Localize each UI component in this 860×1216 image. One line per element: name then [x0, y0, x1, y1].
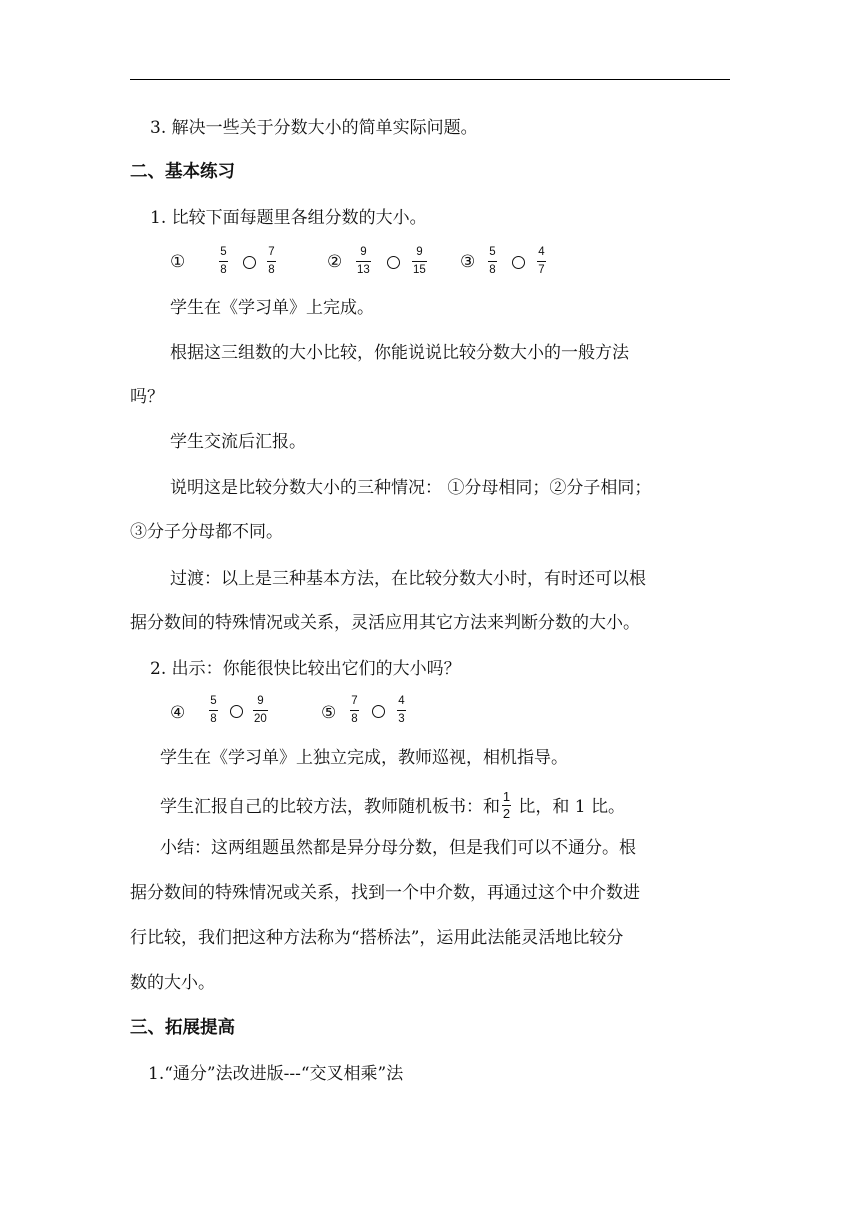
denominator: 3	[398, 713, 405, 725]
compare-circle	[243, 256, 256, 269]
denominator: 8	[268, 264, 275, 276]
paragraph: 说明这是比较分数大小的三种情况： ①分母相同；②分子相同；	[170, 478, 652, 498]
paragraph: 学生在《学习单》上完成。	[170, 298, 374, 318]
paragraph: 据分数间的特殊情况或关系，找到一个中介数，再通过这个中介数进	[130, 883, 640, 903]
exercise-1-prompt: 1. 比较下面每题里各组分数的大小。	[150, 208, 427, 228]
header-rule	[130, 79, 730, 80]
fraction	[537, 246, 546, 277]
item-label: ②	[327, 252, 343, 272]
compare-circle	[230, 705, 243, 718]
numerator: 9	[360, 246, 367, 258]
numerator: 5	[220, 246, 227, 258]
denominator: 8	[489, 264, 496, 276]
paragraph: 据分数间的特殊情况或关系，灵活应用其它方法来判断分数的大小。	[130, 613, 640, 633]
paragraph: ③分子分母都不同。	[130, 522, 283, 542]
numerator: 7	[351, 695, 358, 707]
denominator: 8	[210, 713, 217, 725]
compare-circle	[512, 256, 525, 269]
paragraph: 过渡：以上是三种基本方法，在比较分数大小时，有时还可以根	[170, 569, 646, 589]
item-label: ①	[170, 252, 186, 272]
denominator: 8	[220, 264, 227, 276]
numerator: 4	[398, 695, 405, 707]
item-label: ⑤	[321, 703, 337, 723]
numerator: 9	[416, 246, 423, 258]
text-segment: 学生汇报自己的比较方法，教师随机板书：和	[160, 797, 500, 817]
numerator: 5	[489, 246, 496, 258]
text-segment: 比，和 1 比。	[513, 797, 626, 817]
paragraph: 行比较，我们把这种方法称为“搭桥法”，运用此法能灵活地比较分	[130, 928, 624, 948]
numerator: 4	[538, 246, 545, 258]
denominator: 15	[413, 264, 426, 276]
numerator: 5	[210, 695, 217, 707]
denominator: 7	[538, 264, 545, 276]
fraction-one-half	[502, 790, 511, 821]
extension-item-1: 1.“通分”法改进版---“交叉相乘”法	[148, 1064, 404, 1084]
compare-circle	[372, 705, 385, 718]
paragraph: 学生交流后汇报。	[170, 432, 306, 452]
fraction	[397, 695, 406, 726]
objective-3: 3. 解决一些关于分数大小的简单实际问题。	[150, 118, 478, 138]
denominator: 13	[357, 264, 370, 276]
paragraph: 小结：这两组题虽然都是异分母分数，但是我们可以不通分。根	[160, 838, 636, 858]
denominator: 2	[502, 806, 511, 821]
fraction	[219, 246, 228, 277]
fraction	[267, 246, 276, 277]
section-heading-basic-practice: 二、基本练习	[130, 162, 235, 182]
item-label: ④	[170, 703, 186, 723]
exercise-2-prompt: 2. 出示：你能很快比较出它们的大小吗？	[150, 659, 461, 679]
denominator: 8	[351, 713, 358, 725]
paragraph-with-fraction	[160, 789, 626, 823]
fraction	[350, 695, 359, 726]
section-heading-extension: 三、拓展提高	[130, 1018, 235, 1038]
fraction	[253, 695, 268, 726]
fraction	[356, 246, 371, 277]
paragraph: 数的大小。	[130, 973, 215, 993]
numerator: 9	[257, 695, 264, 707]
paragraph: 吗？	[130, 387, 164, 407]
fraction	[488, 246, 497, 277]
numerator: 1	[502, 789, 511, 804]
fraction	[209, 695, 218, 726]
denominator: 20	[254, 713, 267, 725]
item-label: ③	[460, 252, 476, 272]
compare-circle	[387, 256, 400, 269]
paragraph: 学生在《学习单》上独立完成，教师巡视，相机指导。	[160, 748, 568, 768]
paragraph: 根据这三组数的大小比较，你能说说比较分数大小的一般方法	[170, 343, 629, 363]
numerator: 7	[268, 246, 275, 258]
fraction	[412, 246, 427, 277]
